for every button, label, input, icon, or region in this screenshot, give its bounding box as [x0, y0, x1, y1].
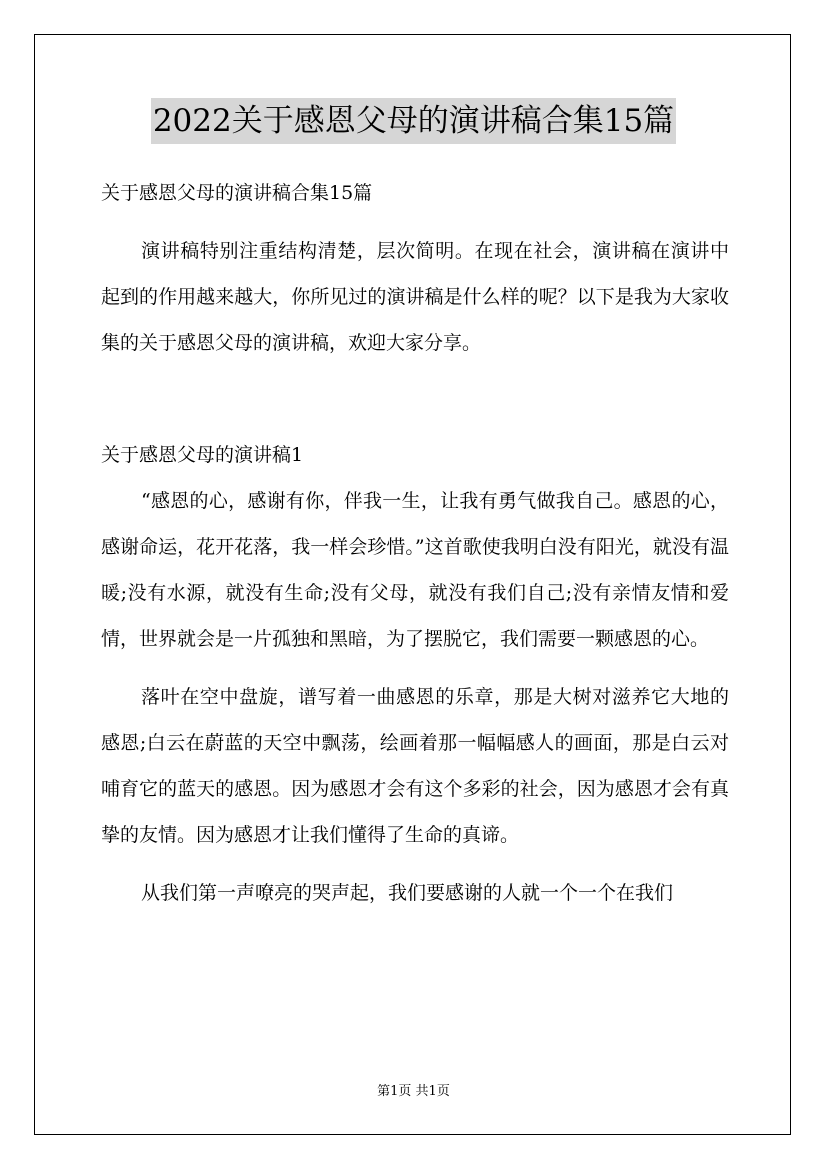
- body-paragraph-2: 落叶在空中盘旋，谱写着一曲感恩的乐章，那是大树对滋养它大地的感恩;白云在蔚蓝的天空中飘荡，绘画着那一幅幅感人的画面，那是白云对哺育它的蓝天的感恩。因为感恩才会有这个多彩的社会，因为感恩才会有真挚的友情。因为感恩才让我们懂得了生命的真谛。: [101, 686, 729, 846]
- document-subtitle: 关于感恩父母的演讲稿合集15篇: [101, 182, 373, 204]
- body-paragraph-3: 从我们第一声嘹亮的哭声起，我们要感谢的人就一个一个在我们: [141, 882, 674, 904]
- page-footer: [0, 1082, 827, 1102]
- title-container: [0, 98, 827, 144]
- intro-paragraph: 演讲稿特别注重结构清楚，层次简明。在现在社会，演讲稿在演讲中起到的作用越来越大，你所见过的演讲稿是什么样的呢？以下是我为大家收集的关于感恩父母的演讲稿，欢迎大家分享。: [101, 240, 729, 354]
- document-body: [101, 170, 729, 928]
- page-number: 第1页 共1页: [377, 1084, 450, 1099]
- document-title: 2022关于感恩父母的演讲稿合集15篇: [151, 98, 676, 144]
- body-paragraph-1: “感恩的心，感谢有你，伴我一生，让我有勇气做我自己。感恩的心，感谢命运，花开花落，我一样会珍惜。”这首歌使我明白没有阳光，就没有温暖;没有水源，就没有生命;没有父母，就没有我们自己;没有亲情友情和爱情，世界就会是一片孤独和黑暗，为了摆脱它，我们需要一颗感恩的心。: [101, 490, 729, 650]
- section-heading: 关于感恩父母的演讲稿1: [101, 444, 304, 466]
